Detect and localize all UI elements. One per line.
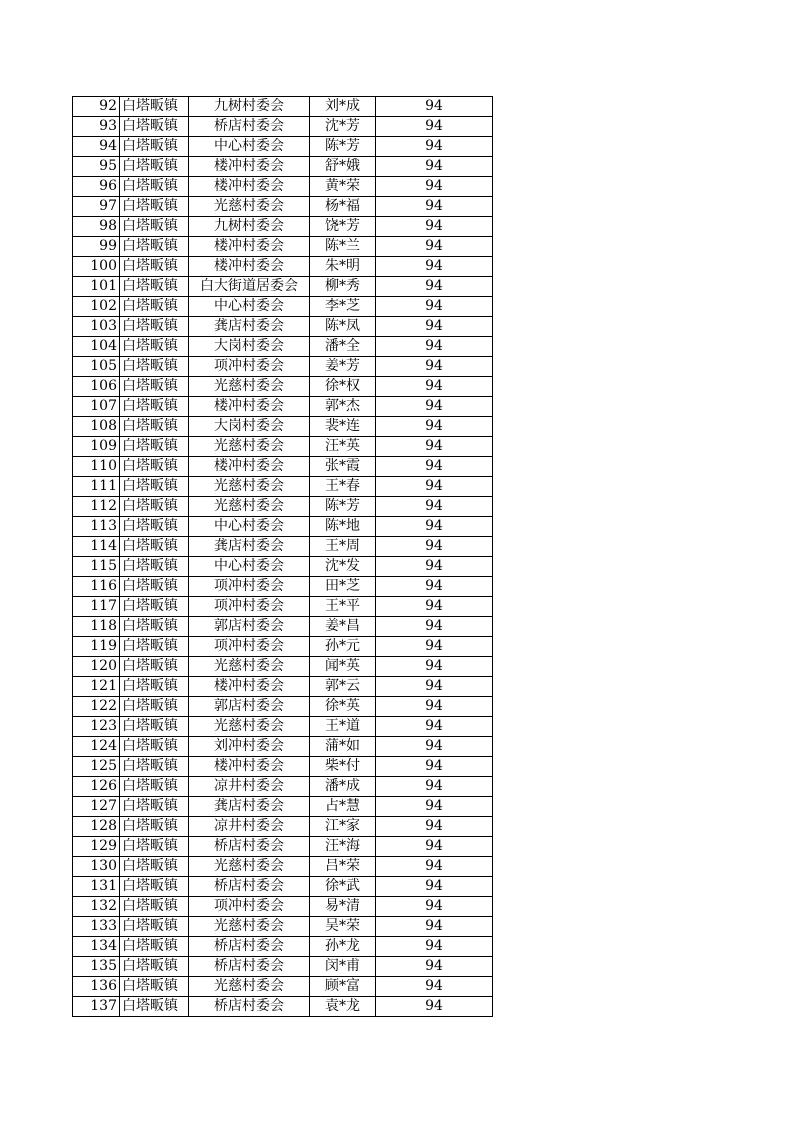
person-name-cell: 陈*地: [310, 517, 376, 537]
table-row: [73, 397, 493, 417]
score-cell: 94: [376, 857, 493, 877]
village-cell: 桥店村委会: [189, 997, 310, 1017]
row-number-cell: 131: [73, 877, 120, 897]
village-cell: 刘冲村委会: [189, 737, 310, 757]
village-cell: 光慈村委会: [189, 857, 310, 877]
row-number-cell: 124: [73, 737, 120, 757]
table-row: [73, 657, 493, 677]
row-number-cell: 115: [73, 557, 120, 577]
village-cell: 楼冲村委会: [189, 397, 310, 417]
town-cell: 白塔畈镇: [120, 137, 189, 157]
village-cell: 项冲村委会: [189, 637, 310, 657]
score-cell: 94: [376, 737, 493, 757]
score-cell: 94: [376, 917, 493, 937]
village-cell: 龚店村委会: [189, 797, 310, 817]
row-number-cell: 105: [73, 357, 120, 377]
table-row: [73, 477, 493, 497]
person-name-cell: 杨*福: [310, 197, 376, 217]
person-name-cell: 黄*荣: [310, 177, 376, 197]
person-name-cell: 陈*兰: [310, 237, 376, 257]
score-cell: 94: [376, 877, 493, 897]
score-cell: 94: [376, 337, 493, 357]
village-cell: 大岗村委会: [189, 337, 310, 357]
village-cell: 楼冲村委会: [189, 757, 310, 777]
table-row: [73, 897, 493, 917]
score-cell: 94: [376, 477, 493, 497]
person-name-cell: 顾*富: [310, 977, 376, 997]
score-cell: 94: [376, 497, 493, 517]
score-cell: 94: [376, 157, 493, 177]
row-number-cell: 128: [73, 817, 120, 837]
row-number-cell: 136: [73, 977, 120, 997]
table-row: [73, 277, 493, 297]
village-cell: 中心村委会: [189, 557, 310, 577]
village-cell: 楼冲村委会: [189, 157, 310, 177]
person-name-cell: 郭*杰: [310, 397, 376, 417]
row-number-cell: 92: [73, 97, 120, 117]
row-number-cell: 126: [73, 777, 120, 797]
score-cell: 94: [376, 297, 493, 317]
town-cell: 白塔畈镇: [120, 497, 189, 517]
score-cell: 94: [376, 757, 493, 777]
person-name-cell: 吴*荣: [310, 917, 376, 937]
table-row: [73, 757, 493, 777]
score-cell: 94: [376, 437, 493, 457]
town-cell: 白塔畈镇: [120, 157, 189, 177]
row-number-cell: 93: [73, 117, 120, 137]
row-number-cell: 129: [73, 837, 120, 857]
score-cell: 94: [376, 797, 493, 817]
person-name-cell: 王*春: [310, 477, 376, 497]
row-number-cell: 101: [73, 277, 120, 297]
village-cell: 光慈村委会: [189, 657, 310, 677]
village-cell: 光慈村委会: [189, 977, 310, 997]
town-cell: 白塔畈镇: [120, 357, 189, 377]
row-number-cell: 111: [73, 477, 120, 497]
town-cell: 白塔畈镇: [120, 637, 189, 657]
person-name-cell: 舒*娥: [310, 157, 376, 177]
table-row: [73, 877, 493, 897]
town-cell: 白塔畈镇: [120, 297, 189, 317]
table-row: [73, 937, 493, 957]
village-cell: 龚店村委会: [189, 317, 310, 337]
person-name-cell: 陈*凤: [310, 317, 376, 337]
score-cell: 94: [376, 377, 493, 397]
table-row: [73, 217, 493, 237]
table-row: [73, 317, 493, 337]
town-cell: 白塔畈镇: [120, 257, 189, 277]
town-cell: 白塔畈镇: [120, 537, 189, 557]
village-cell: 大岗村委会: [189, 417, 310, 437]
person-name-cell: 孙*龙: [310, 937, 376, 957]
table-body: [73, 97, 493, 1017]
person-name-cell: 闵*甫: [310, 957, 376, 977]
table-row: [73, 377, 493, 397]
row-number-cell: 104: [73, 337, 120, 357]
town-cell: 白塔畈镇: [120, 657, 189, 677]
person-name-cell: 朱*明: [310, 257, 376, 277]
score-cell: 94: [376, 817, 493, 837]
row-number-cell: 113: [73, 517, 120, 537]
town-cell: 白塔畈镇: [120, 757, 189, 777]
row-number-cell: 127: [73, 797, 120, 817]
row-number-cell: 108: [73, 417, 120, 437]
score-cell: 94: [376, 837, 493, 857]
person-name-cell: 孙*元: [310, 637, 376, 657]
town-cell: 白塔畈镇: [120, 917, 189, 937]
row-number-cell: 125: [73, 757, 120, 777]
table-row: [73, 857, 493, 877]
town-cell: 白塔畈镇: [120, 237, 189, 257]
village-cell: 楼冲村委会: [189, 257, 310, 277]
row-number-cell: 109: [73, 437, 120, 457]
village-cell: 龚店村委会: [189, 537, 310, 557]
row-number-cell: 119: [73, 637, 120, 657]
score-cell: 94: [376, 617, 493, 637]
row-number-cell: 133: [73, 917, 120, 937]
table-row: [73, 557, 493, 577]
town-cell: 白塔畈镇: [120, 677, 189, 697]
person-name-cell: 姜*昌: [310, 617, 376, 637]
town-cell: 白塔畈镇: [120, 217, 189, 237]
table-row: [73, 497, 493, 517]
score-cell: 94: [376, 457, 493, 477]
village-cell: 光慈村委会: [189, 917, 310, 937]
village-cell: 光慈村委会: [189, 437, 310, 457]
town-cell: 白塔畈镇: [120, 817, 189, 837]
person-name-cell: 徐*权: [310, 377, 376, 397]
town-cell: 白塔畈镇: [120, 117, 189, 137]
row-number-cell: 103: [73, 317, 120, 337]
town-cell: 白塔畈镇: [120, 897, 189, 917]
score-cell: 94: [376, 657, 493, 677]
person-name-cell: 汪*英: [310, 437, 376, 457]
village-cell: 中心村委会: [189, 297, 310, 317]
village-cell: 楼冲村委会: [189, 457, 310, 477]
person-name-cell: 王*道: [310, 717, 376, 737]
row-number-cell: 96: [73, 177, 120, 197]
score-cell: 94: [376, 517, 493, 537]
score-cell: 94: [376, 117, 493, 137]
score-cell: 94: [376, 937, 493, 957]
village-cell: 光慈村委会: [189, 717, 310, 737]
town-cell: 白塔畈镇: [120, 937, 189, 957]
row-number-cell: 120: [73, 657, 120, 677]
score-cell: 94: [376, 257, 493, 277]
person-name-cell: 田*芝: [310, 577, 376, 597]
town-cell: 白塔畈镇: [120, 197, 189, 217]
row-number-cell: 122: [73, 697, 120, 717]
person-name-cell: 陈*芳: [310, 137, 376, 157]
row-number-cell: 123: [73, 717, 120, 737]
table-row: [73, 357, 493, 377]
score-cell: 94: [376, 777, 493, 797]
score-cell: 94: [376, 217, 493, 237]
score-cell: 94: [376, 537, 493, 557]
table-row: [73, 977, 493, 997]
person-name-cell: 陈*芳: [310, 497, 376, 517]
village-cell: 项冲村委会: [189, 897, 310, 917]
table-row: [73, 117, 493, 137]
score-cell: 94: [376, 997, 493, 1017]
town-cell: 白塔畈镇: [120, 577, 189, 597]
score-cell: 94: [376, 637, 493, 657]
town-cell: 白塔畈镇: [120, 877, 189, 897]
score-cell: 94: [376, 897, 493, 917]
town-cell: 白塔畈镇: [120, 837, 189, 857]
village-cell: 光慈村委会: [189, 477, 310, 497]
village-cell: 中心村委会: [189, 517, 310, 537]
row-number-cell: 107: [73, 397, 120, 417]
person-name-cell: 饶*芳: [310, 217, 376, 237]
score-cell: 94: [376, 977, 493, 997]
village-cell: 桥店村委会: [189, 877, 310, 897]
village-cell: 郭店村委会: [189, 617, 310, 637]
town-cell: 白塔畈镇: [120, 777, 189, 797]
score-cell: 94: [376, 597, 493, 617]
table-row: [73, 997, 493, 1017]
row-number-cell: 132: [73, 897, 120, 917]
row-number-cell: 110: [73, 457, 120, 477]
table-row: [73, 257, 493, 277]
row-number-cell: 137: [73, 997, 120, 1017]
person-name-cell: 张*霞: [310, 457, 376, 477]
score-cell: 94: [376, 277, 493, 297]
town-cell: 白塔畈镇: [120, 377, 189, 397]
person-name-cell: 潘*全: [310, 337, 376, 357]
town-cell: 白塔畈镇: [120, 977, 189, 997]
score-cell: 94: [376, 137, 493, 157]
table-row: [73, 417, 493, 437]
row-number-cell: 102: [73, 297, 120, 317]
town-cell: 白塔畈镇: [120, 177, 189, 197]
table-row: [73, 837, 493, 857]
person-name-cell: 徐*武: [310, 877, 376, 897]
village-cell: 九树村委会: [189, 217, 310, 237]
table-row: [73, 697, 493, 717]
village-cell: 楼冲村委会: [189, 677, 310, 697]
town-cell: 白塔畈镇: [120, 957, 189, 977]
town-cell: 白塔畈镇: [120, 477, 189, 497]
score-cell: 94: [376, 97, 493, 117]
row-number-cell: 99: [73, 237, 120, 257]
table-row: [73, 237, 493, 257]
table-row: [73, 177, 493, 197]
person-name-cell: 王*平: [310, 597, 376, 617]
person-name-cell: 李*芝: [310, 297, 376, 317]
score-cell: 94: [376, 417, 493, 437]
row-number-cell: 94: [73, 137, 120, 157]
table-row: [73, 817, 493, 837]
score-cell: 94: [376, 677, 493, 697]
table-row: [73, 737, 493, 757]
village-cell: 光慈村委会: [189, 197, 310, 217]
town-cell: 白塔畈镇: [120, 97, 189, 117]
person-name-cell: 沈*发: [310, 557, 376, 577]
score-cell: 94: [376, 957, 493, 977]
table-row: [73, 617, 493, 637]
table-row: [73, 137, 493, 157]
row-number-cell: 135: [73, 957, 120, 977]
person-name-cell: 江*家: [310, 817, 376, 837]
row-number-cell: 112: [73, 497, 120, 517]
score-cell: 94: [376, 317, 493, 337]
table-row: [73, 337, 493, 357]
table-row: [73, 577, 493, 597]
town-cell: 白塔畈镇: [120, 457, 189, 477]
village-cell: 光慈村委会: [189, 377, 310, 397]
data-table: [72, 96, 493, 1017]
table-row: [73, 677, 493, 697]
village-cell: 桥店村委会: [189, 117, 310, 137]
person-name-cell: 徐*英: [310, 697, 376, 717]
town-cell: 白塔畈镇: [120, 397, 189, 417]
row-number-cell: 121: [73, 677, 120, 697]
village-cell: 桥店村委会: [189, 937, 310, 957]
village-cell: 楼冲村委会: [189, 237, 310, 257]
table-row: [73, 717, 493, 737]
score-cell: 94: [376, 717, 493, 737]
row-number-cell: 134: [73, 937, 120, 957]
table-row: [73, 517, 493, 537]
person-name-cell: 潘*成: [310, 777, 376, 797]
village-cell: 项冲村委会: [189, 357, 310, 377]
person-name-cell: 王*周: [310, 537, 376, 557]
person-name-cell: 蒲*如: [310, 737, 376, 757]
person-name-cell: 汪*海: [310, 837, 376, 857]
score-cell: 94: [376, 357, 493, 377]
table-row: [73, 777, 493, 797]
village-cell: 项冲村委会: [189, 597, 310, 617]
town-cell: 白塔畈镇: [120, 797, 189, 817]
village-cell: 九树村委会: [189, 97, 310, 117]
score-cell: 94: [376, 697, 493, 717]
score-cell: 94: [376, 237, 493, 257]
table-row: [73, 957, 493, 977]
row-number-cell: 97: [73, 197, 120, 217]
town-cell: 白塔畈镇: [120, 437, 189, 457]
table-row: [73, 437, 493, 457]
person-name-cell: 闻*英: [310, 657, 376, 677]
table-row: [73, 597, 493, 617]
row-number-cell: 117: [73, 597, 120, 617]
score-cell: 94: [376, 177, 493, 197]
person-name-cell: 袁*龙: [310, 997, 376, 1017]
village-cell: 项冲村委会: [189, 577, 310, 597]
table-row: [73, 297, 493, 317]
table-row: [73, 197, 493, 217]
person-name-cell: 沈*芳: [310, 117, 376, 137]
person-name-cell: 郭*云: [310, 677, 376, 697]
town-cell: 白塔畈镇: [120, 697, 189, 717]
village-cell: 凉井村委会: [189, 777, 310, 797]
town-cell: 白塔畈镇: [120, 557, 189, 577]
person-name-cell: 柳*秀: [310, 277, 376, 297]
person-name-cell: 易*清: [310, 897, 376, 917]
score-cell: 94: [376, 197, 493, 217]
score-cell: 94: [376, 577, 493, 597]
person-name-cell: 占*慧: [310, 797, 376, 817]
table-row: [73, 157, 493, 177]
row-number-cell: 118: [73, 617, 120, 637]
table-row: [73, 797, 493, 817]
village-cell: 白大街道居委会: [189, 277, 310, 297]
table-row: [73, 97, 493, 117]
village-cell: 凉井村委会: [189, 817, 310, 837]
table-row: [73, 537, 493, 557]
town-cell: 白塔畈镇: [120, 737, 189, 757]
town-cell: 白塔畈镇: [120, 997, 189, 1017]
person-name-cell: 吕*荣: [310, 857, 376, 877]
village-cell: 桥店村委会: [189, 957, 310, 977]
town-cell: 白塔畈镇: [120, 617, 189, 637]
person-name-cell: 柴*付: [310, 757, 376, 777]
person-name-cell: 刘*成: [310, 97, 376, 117]
table-row: [73, 637, 493, 657]
town-cell: 白塔畈镇: [120, 717, 189, 737]
score-cell: 94: [376, 557, 493, 577]
town-cell: 白塔畈镇: [120, 337, 189, 357]
row-number-cell: 114: [73, 537, 120, 557]
village-cell: 中心村委会: [189, 137, 310, 157]
village-cell: 光慈村委会: [189, 497, 310, 517]
table-row: [73, 457, 493, 477]
village-cell: 楼冲村委会: [189, 177, 310, 197]
score-cell: 94: [376, 397, 493, 417]
village-cell: 郭店村委会: [189, 697, 310, 717]
row-number-cell: 130: [73, 857, 120, 877]
town-cell: 白塔畈镇: [120, 317, 189, 337]
row-number-cell: 100: [73, 257, 120, 277]
row-number-cell: 95: [73, 157, 120, 177]
table-row: [73, 917, 493, 937]
village-cell: 桥店村委会: [189, 837, 310, 857]
town-cell: 白塔畈镇: [120, 597, 189, 617]
row-number-cell: 98: [73, 217, 120, 237]
town-cell: 白塔畈镇: [120, 857, 189, 877]
row-number-cell: 106: [73, 377, 120, 397]
person-name-cell: 裴*连: [310, 417, 376, 437]
person-name-cell: 姜*芳: [310, 357, 376, 377]
town-cell: 白塔畈镇: [120, 417, 189, 437]
town-cell: 白塔畈镇: [120, 277, 189, 297]
row-number-cell: 116: [73, 577, 120, 597]
town-cell: 白塔畈镇: [120, 517, 189, 537]
